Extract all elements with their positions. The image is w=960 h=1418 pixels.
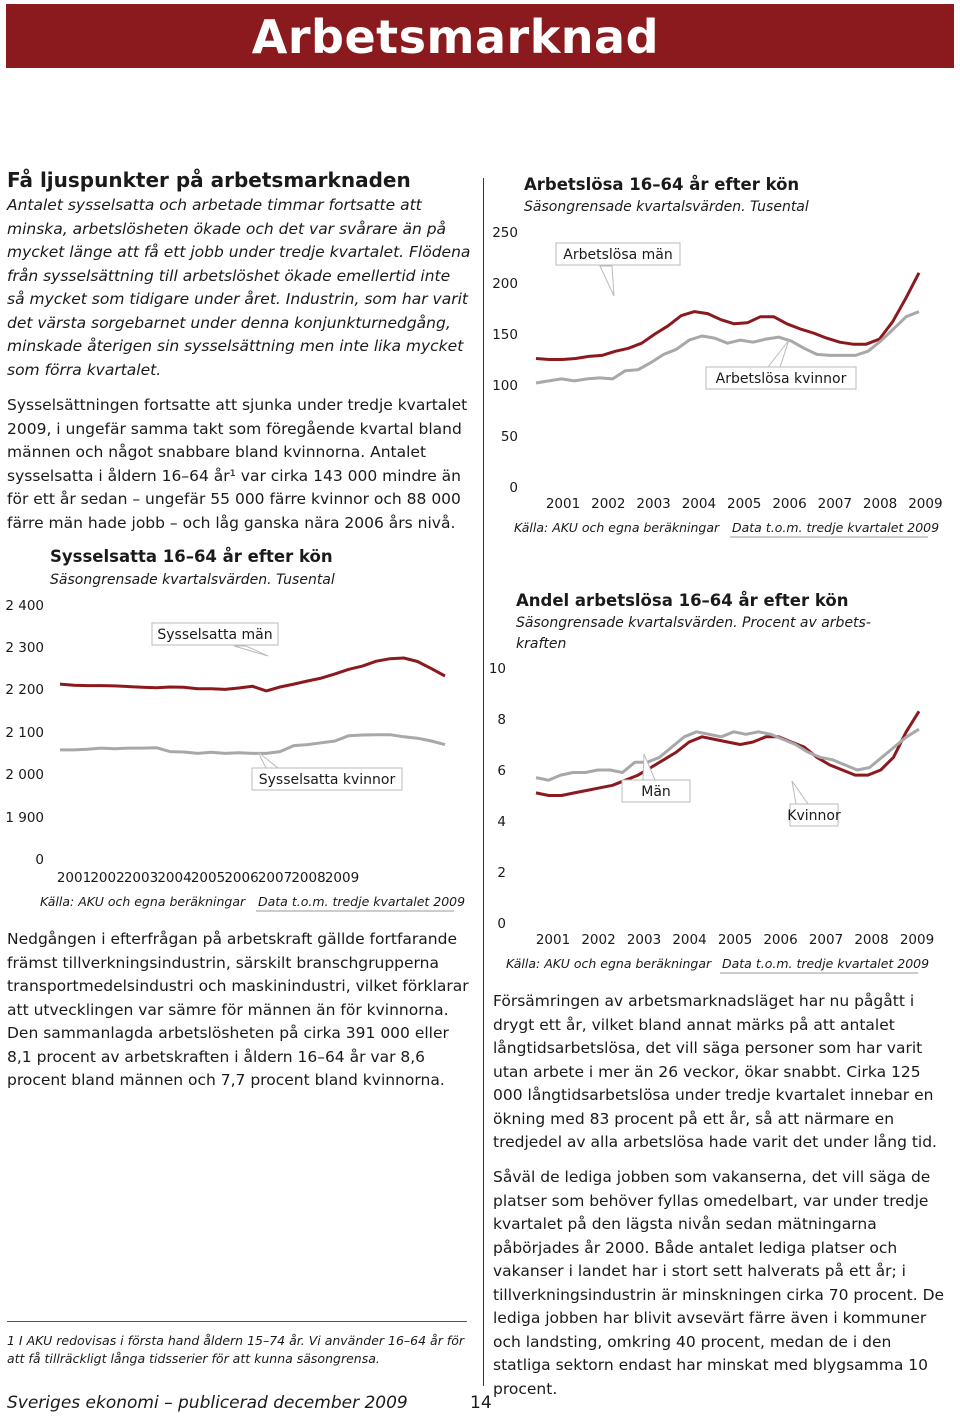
x-tick-label: 2002 bbox=[90, 870, 125, 886]
chart-subtitle-line1: Säsongrensade kvartalsvärden. Procent av arbets- bbox=[516, 615, 871, 631]
x-tick-label: 2005 bbox=[717, 932, 753, 948]
article-paragraph-2: Nedgången i efterfrågan på arbetskraft gällde fortfarande främst tillverkningsindustrin, särskilt branschgrupperna transportmedelsindustri och maskinindustri, vilket förklarar att utvecklingen var sämre för männen än för kvinnorna. Den sammanlagda arbetslösheten på cirka 391 000 eller 8,1 procent av arbetskraften i åldern 16–64 år var 8,6 procent bland männen och 7,7 procent bland kvinnorna. bbox=[7, 930, 469, 1089]
x-tick-label: 2003 bbox=[626, 932, 662, 948]
x-tick-label: 2002 bbox=[591, 496, 626, 512]
x-tick-label: 2008 bbox=[291, 870, 326, 886]
series-line-women bbox=[536, 729, 919, 780]
chart-data-note: Data t.o.m. tredje kvartalet 2009 bbox=[258, 894, 466, 909]
chart-andel-arbetslosa bbox=[484, 584, 960, 979]
chart-source: Källa: AKU och egna beräkningar bbox=[514, 520, 720, 535]
article-paragraph-3: Försämringen av arbetsmarknadsläget har nu pågått i drygt ett år, vilket bland annat märks på att antalet långtidsarbetslösa, det vill säga personer som har varit utan arbete i mer än 26 veckor, ökar snabbt. Cirka 125 000 långtidsarbetslösa under tredje kvartalet innebar en ökning med 83 procent på ett år, så att närmare en tredjedel av alla arbetslösa hade varit det under lång tid. bbox=[493, 992, 937, 1151]
y-tick-label: 1 900 bbox=[5, 810, 44, 826]
article-lead: Antalet sysselsatta och arbetade timmar fortsatte att minska, arbetslösheten ökade och det var svårare än på mycket länge att få ett jobb under tredje kvartalet. Flödena från sysselsättning till arbetslöshet ökade emellertid inte så mycket som tidigare under året. Industrin, som har varit det värsta sorgebarnet under denna konjunkturnedgång, minskade återigen sin sysselsättning men inte lika mycket som förra kvartalet. bbox=[7, 196, 471, 379]
y-tick-label: 0 bbox=[497, 916, 506, 932]
chart-source: Källa: AKU och egna beräkningar bbox=[506, 956, 712, 971]
x-tick-label: 2007 bbox=[808, 932, 844, 948]
x-tick-label: 2008 bbox=[862, 496, 898, 512]
y-tick-label: 0 bbox=[509, 480, 518, 496]
series-label-pointer bbox=[792, 781, 808, 804]
chart-title: Andel arbetslösa 16–64 år efter kön bbox=[516, 591, 849, 610]
series-label: Arbetslösa män bbox=[563, 247, 673, 263]
series-label: Kvinnor bbox=[787, 808, 841, 824]
x-tick-label: 2009 bbox=[899, 932, 935, 948]
y-tick-label: 100 bbox=[492, 378, 518, 394]
series-label: Sysselsatta kvinnor bbox=[258, 772, 396, 788]
y-tick-label: 200 bbox=[492, 276, 518, 292]
chart-sysselsatta bbox=[0, 540, 480, 915]
x-tick-label: 2004 bbox=[681, 496, 717, 512]
chart-subtitle: Säsongrensade kvartalsvärden. Tusental bbox=[50, 572, 335, 588]
series-line-men bbox=[536, 711, 919, 795]
y-tick-label: 10 bbox=[488, 661, 506, 677]
x-tick-label: 2009 bbox=[908, 496, 943, 512]
y-tick-label: 8 bbox=[497, 712, 506, 728]
chart-arbetslosa bbox=[484, 168, 960, 543]
chart-andel-arbetslosa-svg bbox=[484, 584, 960, 979]
chart-title: Sysselsatta 16–64 år efter kön bbox=[50, 547, 333, 566]
x-tick-label: 2004 bbox=[672, 932, 707, 948]
x-tick-label: 2003 bbox=[636, 496, 671, 512]
footer-publication: Sveriges ekonomi – publicerad december 2009 bbox=[7, 1393, 408, 1413]
y-tick-label: 2 200 bbox=[5, 682, 44, 698]
y-tick-label: 2 bbox=[497, 865, 506, 881]
article-paragraph-1: Sysselsättningen fortsatte att sjunka under tredje kvartalet 2009, i ungefär samma takt som föregående kvartal bland männen och något snabbare bland kvinnorna. Antalet sysselsatta i åldern 16–64 år¹ var cirka 143 000 mindre än för ett år sedan – ungefär 55 000 färre kvinnor och 88 000 färre män hade jobb – och låg ganska nära 2006 års nivå. bbox=[7, 396, 468, 532]
y-tick-label: 0 bbox=[35, 852, 44, 868]
series-line-men bbox=[536, 273, 919, 360]
y-tick-label: 6 bbox=[497, 763, 506, 779]
y-tick-label: 150 bbox=[492, 327, 518, 343]
x-tick-label: 2006 bbox=[772, 496, 807, 512]
footnote-divider bbox=[7, 1321, 467, 1322]
y-tick-label: 2 300 bbox=[5, 640, 44, 656]
x-tick-label: 2002 bbox=[581, 932, 616, 948]
chart-source: Källa: AKU och egna beräkningar bbox=[40, 894, 246, 909]
x-tick-label: 2001 bbox=[535, 932, 571, 948]
y-tick-label: 50 bbox=[500, 429, 518, 445]
x-tick-label: 2005 bbox=[190, 870, 226, 886]
x-tick-label: 2007 bbox=[817, 496, 852, 512]
header-bar bbox=[6, 4, 954, 68]
series-label: Sysselsatta män bbox=[157, 627, 273, 643]
series-line-men bbox=[60, 658, 445, 691]
chart-data-note: Data t.o.m. tredje kvartalet 2009 bbox=[722, 956, 930, 971]
y-tick-label: 2 000 bbox=[5, 767, 44, 783]
chart-title: Arbetslösa 16–64 år efter kön bbox=[524, 175, 800, 194]
series-line-women bbox=[60, 735, 445, 754]
y-tick-label: 250 bbox=[492, 225, 518, 241]
x-tick-label: 2007 bbox=[257, 870, 293, 886]
chart-data-note: Data t.o.m. tredje kvartalet 2009 bbox=[732, 520, 940, 535]
y-tick-label: 2 400 bbox=[5, 598, 44, 614]
chart-subtitle: Säsongrensade kvartalsvärden. Tusental bbox=[524, 199, 809, 215]
y-tick-label: 2 100 bbox=[5, 725, 44, 741]
x-tick-label: 2009 bbox=[324, 870, 360, 886]
x-tick-label: 2006 bbox=[763, 932, 798, 948]
footnote: 1 I AKU redovisas i första hand åldern 15–74 år. Vi använder 16–64 år för att få tillräckligt långa tidsserier för att kunna säsongrensa. bbox=[7, 1333, 464, 1366]
page-title: Arbetsmarknad bbox=[251, 10, 659, 64]
x-tick-label: 2005 bbox=[727, 496, 762, 512]
article-headline: Få ljuspunkter på arbetsmarknaden bbox=[7, 168, 411, 192]
series-label-pointer bbox=[234, 646, 268, 656]
chart-arbetslosa-svg bbox=[484, 168, 960, 543]
article-paragraph-4: Såväl de lediga jobben som vakanserna, det vill säga de platser som behöver fyllas omedelbart, var under tredje kvartalet på den lägsta nivån sedan mätningarna påbörjades år 2000. Både antalet lediga platser och vakanser i landet har i stort sett halverats på ett år; i tillverkningsindustrin är minskningen cirka 70 procent. De lediga jobben har blivit avsevärt färre även i kommuner och landsting, omkring 40 procent, medan de i den statliga sektorn endast har minskat med blygsamma 10 procent. bbox=[493, 1168, 945, 1398]
y-tick-label: 4 bbox=[497, 814, 506, 830]
series-label-pointer bbox=[600, 266, 614, 296]
chart-sysselsatta-svg bbox=[0, 540, 480, 915]
series-label: Män bbox=[641, 784, 671, 800]
series-label-pointer bbox=[768, 340, 789, 367]
x-tick-label: 2001 bbox=[56, 870, 92, 886]
x-tick-label: 2003 bbox=[123, 870, 159, 886]
x-tick-label: 2008 bbox=[854, 932, 889, 948]
x-tick-label: 2006 bbox=[224, 870, 259, 886]
x-tick-label: 2004 bbox=[157, 870, 192, 886]
series-label: Arbetslösa kvinnor bbox=[715, 371, 847, 387]
page-number: 14 bbox=[470, 1393, 492, 1413]
x-tick-label: 2001 bbox=[545, 496, 581, 512]
chart-subtitle-line2: kraften bbox=[516, 636, 567, 652]
